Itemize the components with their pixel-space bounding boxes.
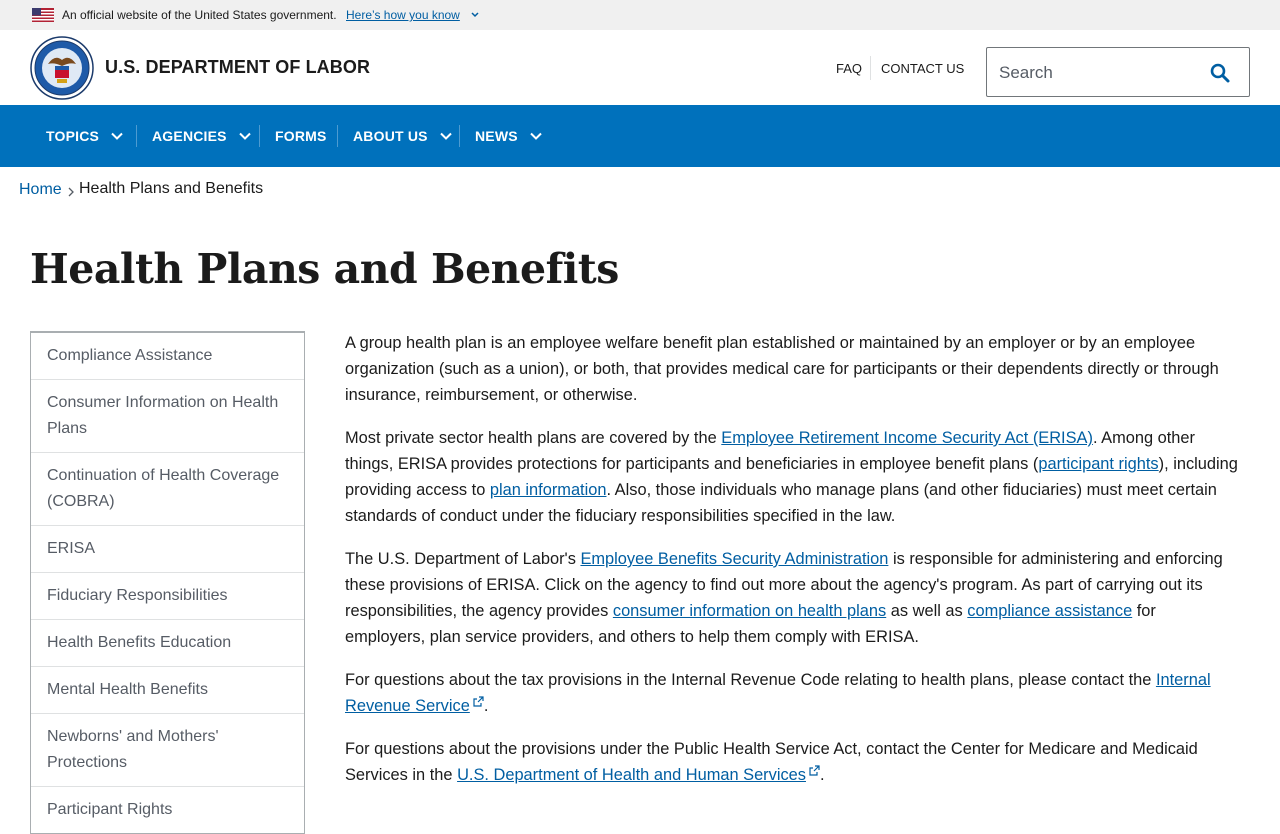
irs-link[interactable]: Internal Revenue Service [345, 671, 1211, 715]
gov-banner-text: An official website of the United States government. [62, 8, 337, 22]
contact-us-link[interactable]: CONTACT US [881, 61, 965, 76]
nav-topics-label: TOPICS [46, 128, 100, 144]
nav-agencies-label: AGENCIES [152, 128, 227, 144]
main-nav [0, 105, 1280, 167]
hhs-link[interactable]: U.S. Department of Health and Human Services [457, 766, 820, 784]
sidebar-item-newborns-mothers-protections[interactable]: Newborns' and Mothers' Protections [31, 713, 304, 786]
paragraph-intro: A group health plan is an employee welfare benefit plan established or maintained by an employer or by an employee organization (such as a union), or both, that provides medical care for participants or their dependents directly or through insurance, reimbursement, or otherwise. [345, 334, 1219, 404]
consumer-information-link[interactable]: consumer information on health plans [612, 602, 887, 620]
paragraph-ebsa: The U.S. Department of Labor's Employee Benefits Security Administration is responsible for administering and enforcing these provisions of ERISA. Click on the agency to find out more about the agency's program. As part of carrying out its responsibilities, the agency provides consumer information on health plans as well as compliance assistance for employers, plan service providers, and others to help them comply with ERISA. [345, 550, 1223, 646]
dol-seal-logo[interactable] [30, 36, 94, 100]
utility-divider [870, 56, 871, 80]
sidebar-item-mental-health-benefits[interactable]: Mental Health Benefits [31, 666, 304, 713]
sidebar-item-fiduciary-responsibilities[interactable]: Fiduciary Responsibilities [31, 572, 304, 619]
gov-banner [0, 0, 1280, 30]
search-icon[interactable] [1209, 62, 1231, 84]
nav-separator [459, 125, 460, 147]
nav-news[interactable] [475, 125, 542, 147]
faq-link[interactable]: FAQ [836, 61, 863, 76]
sidebar-item-compliance-assistance[interactable]: Compliance Assistance [47, 347, 213, 364]
nav-about-us-label: ABOUT US [353, 128, 428, 144]
plan-information-link[interactable]: plan information [489, 481, 607, 499]
chevron-down-icon [530, 132, 542, 140]
external-link-icon [473, 696, 484, 707]
sidebar-item-health-benefits-education[interactable]: Health Benefits Education [31, 619, 304, 666]
nav-news-label: NEWS [475, 128, 518, 144]
erisa-link[interactable]: Employee Retirement Income Security Act (ERISA) [721, 429, 1093, 447]
how-you-know-link[interactable]: Here’s how you know [346, 8, 460, 22]
main-content [345, 330, 1240, 805]
search-input[interactable] [999, 61, 1199, 85]
search-box [986, 47, 1250, 97]
chevron-down-icon [440, 132, 452, 140]
nav-agencies[interactable] [152, 125, 251, 147]
nav-forms[interactable] [275, 125, 327, 147]
ebsa-link[interactable]: Employee Benefits Security Administration [580, 550, 889, 568]
nav-separator [259, 125, 260, 147]
breadcrumb-current: Health Plans and Benefits [79, 180, 264, 197]
nav-separator [136, 125, 137, 147]
us-flag-icon [32, 8, 54, 22]
site-title[interactable]: U.S. DEPARTMENT OF LABOR [105, 57, 371, 77]
site-header [0, 30, 1280, 105]
sidebar-item-erisa[interactable]: ERISA [31, 525, 304, 572]
external-link-icon [809, 765, 820, 776]
participant-rights-link[interactable]: participant rights [1038, 455, 1159, 473]
breadcrumb-home-link[interactable]: Home [19, 181, 62, 198]
nav-separator [337, 125, 338, 147]
nav-about-us[interactable] [353, 125, 452, 147]
sidebar-item-consumer-information[interactable]: Consumer Information on Health Plans [31, 379, 304, 452]
sidebar-item-cobra[interactable]: Continuation of Health Coverage (COBRA) [31, 452, 304, 525]
nav-topics[interactable] [46, 125, 123, 147]
chevron-down-icon [111, 132, 123, 140]
chevron-down-icon[interactable] [470, 10, 480, 20]
sidebar-item-participant-rights[interactable]: Participant Rights [31, 786, 304, 833]
paragraph-hhs: For questions about the provisions under the Public Health Service Act, contact the Center for Medicare and Medicaid Services in the U.S. Department of Health and Human Services . [345, 740, 1198, 784]
page-title: Health Plans and Benefits [30, 245, 619, 293]
chevron-right-icon [67, 187, 75, 197]
paragraph-irs: For questions about the tax provisions in the Internal Revenue Code relating to health plans, please contact the Internal Revenue Service . [345, 671, 1211, 715]
compliance-assistance-link[interactable]: compliance assistance [967, 602, 1133, 620]
sidebar-nav [30, 331, 305, 834]
chevron-down-icon [239, 132, 251, 140]
paragraph-erisa: Most private sector health plans are covered by the Employee Retirement Income Security Act (ERISA). Among other things, ERISA provides protections for participants and beneficiaries in employee benefit plans (participant rights), including providing access to plan information. Also, those individuals who manage plans (and other fiduciaries) must meet certain standards of conduct under the fiduciary responsibilities specified in the law. [345, 429, 1238, 525]
nav-forms-label: FORMS [275, 128, 327, 144]
